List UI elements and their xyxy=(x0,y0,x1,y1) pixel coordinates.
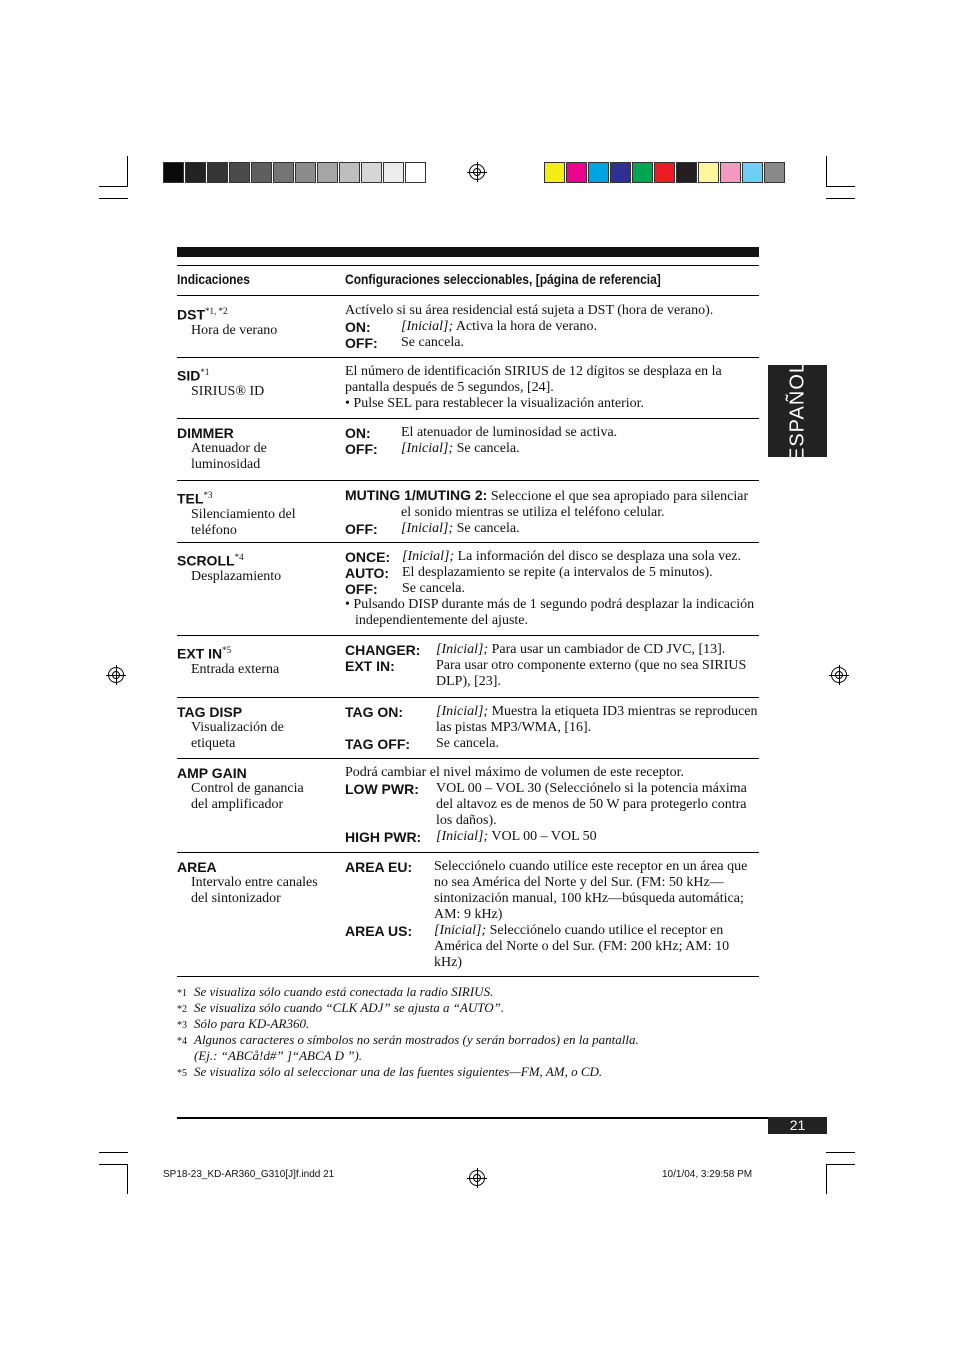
table-row xyxy=(177,852,759,977)
initial-tag: [Inicial]; xyxy=(436,642,489,657)
option-description xyxy=(401,335,759,351)
option-text: La información del disco se desplaza una sola vez. xyxy=(454,549,741,564)
crop-mark xyxy=(826,186,855,187)
indication-key xyxy=(177,364,337,384)
column-header-configuraciones: Configuraciones seleccionables, [página de referencia] xyxy=(345,271,661,287)
indication-description: Intervalo entre canales xyxy=(191,875,318,890)
option-line xyxy=(345,425,759,441)
option-key: OFF: xyxy=(345,521,378,537)
indication-description: etiqueta xyxy=(191,736,236,751)
option-line xyxy=(345,859,759,923)
indication-key xyxy=(177,642,337,662)
registration-mark-icon xyxy=(108,667,124,683)
options-cell xyxy=(345,357,759,412)
indication-cell xyxy=(177,635,337,678)
crop-mark xyxy=(826,1152,855,1153)
option-description xyxy=(436,829,759,845)
option-key: AUTO: xyxy=(345,565,390,581)
footnote-text: Algunos caracteres o símbolos no serán mostrados (y serán borrados) en la pantalla. xyxy=(194,1032,639,1047)
indication-description: Visualización de xyxy=(191,720,284,735)
gray-swatch xyxy=(185,162,206,183)
table-row xyxy=(177,542,759,636)
registration-mark-icon xyxy=(469,1170,485,1186)
indication-description: luminosidad xyxy=(191,457,261,472)
gray-swatch xyxy=(317,162,338,183)
options-cell xyxy=(345,296,759,351)
language-tab xyxy=(768,361,827,461)
option-line xyxy=(345,704,759,736)
footnote-text: Se visualiza sólo cuando “CLK ADJ” se ajusta a “AUTO”. xyxy=(194,1000,505,1015)
table-row xyxy=(177,357,759,419)
option-key: ONCE: xyxy=(345,549,391,565)
color-swatch xyxy=(544,162,565,183)
initial-tag: [Inicial]; xyxy=(401,319,454,334)
option-description xyxy=(436,658,759,690)
option-text: Se cancela. xyxy=(401,335,464,350)
footnote-reference: *1, *2 xyxy=(205,306,228,316)
option-text: Se cancela. xyxy=(453,521,520,536)
footnote-mark: *2 xyxy=(177,1004,187,1015)
option-intro: Podrá cambiar el nivel máximo de volumen de este receptor. xyxy=(345,765,684,780)
color-swatch xyxy=(720,162,741,183)
indication-name: AREA xyxy=(177,859,217,875)
option-key: CHANGER: xyxy=(345,642,421,658)
indication-description: Entrada externa xyxy=(191,661,280,677)
option-line xyxy=(345,441,759,457)
option-text: VOL 00 – VOL 50 xyxy=(488,829,597,844)
column-header-indicaciones: Indicaciones xyxy=(177,271,250,287)
color-swatch xyxy=(654,162,675,183)
options-cell xyxy=(345,852,759,971)
crop-mark xyxy=(826,1164,827,1194)
option-description xyxy=(402,565,759,581)
initial-tag: [Inicial]; xyxy=(402,549,455,564)
color-swatch xyxy=(676,162,697,183)
option-line xyxy=(345,521,759,537)
crop-mark xyxy=(99,198,128,199)
indication-cell xyxy=(177,296,337,339)
table-row xyxy=(177,635,759,698)
option-description xyxy=(436,642,759,658)
footnote-mark: *4 xyxy=(177,1036,187,1047)
option-text: El desplazamiento se repite (a intervalos de 5 minutos). xyxy=(402,565,713,580)
indication-key xyxy=(177,303,337,323)
gray-swatch xyxy=(273,162,294,183)
option-key: OFF: xyxy=(345,441,378,457)
option-description xyxy=(401,521,759,537)
gray-swatch xyxy=(229,162,250,183)
indication-key xyxy=(177,487,337,507)
initial-tag: [Inicial]; xyxy=(436,704,489,719)
options-cell xyxy=(345,697,759,752)
option-line xyxy=(345,829,759,845)
option-key: TAG ON: xyxy=(345,704,404,720)
indication-cell xyxy=(177,357,337,400)
option-text: El atenuador de luminosidad se activa. xyxy=(401,425,618,440)
option-line xyxy=(345,923,759,971)
option-key: OFF: xyxy=(345,335,378,351)
option-description xyxy=(401,319,759,335)
indication-key xyxy=(177,765,337,781)
process-color-bar xyxy=(544,162,786,183)
indication-description: Desplazamiento xyxy=(191,568,282,584)
option-line xyxy=(345,549,759,565)
gray-swatch xyxy=(251,162,272,183)
registration-mark-icon xyxy=(469,164,485,180)
gray-swatch xyxy=(339,162,360,183)
indication-key xyxy=(177,859,337,875)
option-key: LOW PWR: xyxy=(345,781,419,797)
table-row xyxy=(177,418,759,481)
option-line xyxy=(345,642,759,658)
indication-cell xyxy=(177,418,337,473)
language-tab-label: ESPAÑOL xyxy=(786,361,808,461)
slug-timestamp: 10/1/04, 3:29:58 PM xyxy=(662,1169,753,1180)
bottom-rule xyxy=(177,1117,827,1119)
option-text: Muestra la etiqueta ID3 mientras se reproducen las pistas MP3/WMA, [16]. xyxy=(436,704,758,735)
registration-mark-icon xyxy=(831,667,847,683)
indication-name: TAG DISP xyxy=(177,704,243,720)
color-swatch xyxy=(764,162,785,183)
options-cell xyxy=(345,635,759,690)
option-text: Activa la hora de verano. xyxy=(453,319,597,334)
option-note: • Pulsando DISP durante más de 1 segundo podrá desplazar la indicación independientemente del ajuste. xyxy=(345,597,755,628)
indication-description: del amplificador xyxy=(191,797,284,812)
option-key: OFF: xyxy=(345,581,378,597)
option-key: ON: xyxy=(345,425,371,441)
option-description xyxy=(402,581,759,597)
option-line xyxy=(345,736,759,752)
option-text: Selecciónelo cuando utilice este receptor en un área que no sea América del Norte y del Sur. (FM: 50 kHz—sintonización manual, 100 kHz—búsqueda automática; AM: 9 kHz) xyxy=(434,859,748,922)
indication-cell xyxy=(177,697,337,752)
option-description xyxy=(401,425,759,441)
footnote-text: Se visualiza sólo al seleccionar una de las fuentes siguientes—FM, AM, o CD. xyxy=(194,1064,603,1079)
gray-swatch xyxy=(207,162,228,183)
indication-description: del sintonizador xyxy=(191,891,281,906)
indication-name: EXT IN xyxy=(177,645,223,662)
option-text: Para usar otro componente externo (que no sea SIRIUS DLP), [23]. xyxy=(436,658,747,689)
option-key: HIGH PWR: xyxy=(345,829,422,845)
muting-option xyxy=(345,487,759,521)
header-rule xyxy=(177,265,759,266)
gray-swatch xyxy=(361,162,382,183)
indication-description: Atenuador de xyxy=(191,441,267,456)
indication-name: DIMMER xyxy=(177,425,234,441)
crop-mark xyxy=(127,1164,128,1194)
options-cell xyxy=(345,542,759,629)
footnote-text: Sólo para KD-AR360. xyxy=(194,1016,310,1031)
option-description xyxy=(434,923,759,971)
gray-color-bar xyxy=(163,162,427,183)
gray-swatch xyxy=(295,162,316,183)
option-text: Para usar un cambiador de CD JVC, [13]. xyxy=(488,642,726,657)
crop-mark xyxy=(826,156,827,186)
option-key: AREA US: xyxy=(345,923,413,939)
option-line xyxy=(345,319,759,335)
footnote-reference: *5 xyxy=(222,645,232,655)
color-swatch xyxy=(610,162,631,183)
indication-name: AMP GAIN xyxy=(177,765,247,781)
option-key: TAG OFF: xyxy=(345,736,411,752)
indication-description: Hora de verano xyxy=(191,322,278,338)
option-key: AREA EU: xyxy=(345,859,413,875)
crop-mark xyxy=(826,198,855,199)
table-row xyxy=(177,296,759,358)
indication-name: SCROLL xyxy=(177,552,235,569)
option-line xyxy=(345,781,759,829)
footnote-reference: *4 xyxy=(234,552,244,562)
initial-tag: [Inicial]; xyxy=(401,521,454,536)
indication-cell xyxy=(177,480,337,539)
indication-name: DST xyxy=(177,306,205,323)
indication-description: Silenciamiento del xyxy=(191,506,296,522)
option-note: • Pulse SEL para restablecer la visualización anterior. xyxy=(345,396,645,411)
indication-cell xyxy=(177,852,337,907)
color-swatch xyxy=(632,162,653,183)
option-intro: Actívelo si su área residencial está sujeta a DST (hora de verano). xyxy=(345,303,714,318)
color-swatch xyxy=(566,162,587,183)
crop-mark xyxy=(99,1152,128,1153)
footnote-mark: *3 xyxy=(177,1020,187,1031)
indication-description: Control de ganancia xyxy=(191,781,304,796)
option-line xyxy=(345,335,759,351)
footnote-text: Se visualiza sólo cuando está conectada la radio SIRIUS. xyxy=(194,984,494,999)
option-text: VOL 00 – VOL 30 (Selecciónelo si la potencia máxima del altavoz es de menos de 50 W para protegerlo contra los daños). xyxy=(436,781,747,828)
option-text: Selecciónelo cuando utilice el receptor en América del Norte o del Sur. (FM: 200 kHz; AM: 10 kHz) xyxy=(434,923,730,970)
option-line xyxy=(345,565,759,581)
options-cell xyxy=(345,758,759,845)
crop-mark xyxy=(99,1164,128,1165)
options-cell xyxy=(345,418,759,457)
table-top-bar xyxy=(177,247,759,257)
page-number: 21 xyxy=(768,1117,827,1134)
footnote-mark: *5 xyxy=(177,1068,187,1079)
option-line xyxy=(345,658,759,690)
indication-cell xyxy=(177,542,337,585)
options-cell xyxy=(345,480,759,537)
table-row xyxy=(177,697,759,759)
indication-key xyxy=(177,704,337,720)
initial-tag: [Inicial]; xyxy=(436,829,489,844)
footnote-text: (Ej.: “ABCå!d#” ]“ABCA D ”). xyxy=(194,1048,363,1063)
initial-tag: [Inicial]; xyxy=(434,923,487,938)
indication-name: SID xyxy=(177,367,201,384)
option-key: ON: xyxy=(345,319,371,335)
initial-tag: [Inicial]; xyxy=(401,441,454,456)
color-swatch xyxy=(698,162,719,183)
slug-filename: SP18-23_KD-AR360_G310[J]f.indd 21 xyxy=(163,1169,335,1180)
option-description xyxy=(401,441,759,457)
option-description xyxy=(436,736,759,752)
option-intro: El número de identificación SIRIUS de 12 dígitos se desplaza en la pantalla después de 5 segundos, [24]. xyxy=(345,364,722,395)
gray-swatch xyxy=(383,162,404,183)
indication-key xyxy=(177,549,337,569)
footnote-reference: *3 xyxy=(203,490,213,500)
option-text: Seleccione el que sea apropiado para silenciar el sonido mientras se utiliza el teléfono celular. xyxy=(401,489,749,520)
indication-description: teléfono xyxy=(191,522,237,538)
table-row xyxy=(177,758,759,853)
option-text: Se cancela. xyxy=(436,736,499,751)
option-description xyxy=(402,549,759,565)
option-description xyxy=(434,859,759,923)
gray-swatch xyxy=(163,162,184,183)
option-text: Se cancela. xyxy=(453,441,520,456)
indication-description: SIRIUS® ID xyxy=(191,383,265,399)
footnote xyxy=(177,1064,602,1082)
indication-name: TEL xyxy=(177,490,204,507)
indication-cell xyxy=(177,758,337,813)
crop-mark xyxy=(826,1164,855,1165)
table-row xyxy=(177,480,759,543)
footnote-mark: *1 xyxy=(177,988,187,999)
crop-mark xyxy=(99,186,128,187)
option-description xyxy=(436,781,759,829)
color-swatch xyxy=(742,162,763,183)
option-key: EXT IN: xyxy=(345,658,395,674)
crop-mark xyxy=(127,156,128,186)
option-text: Se cancela. xyxy=(402,581,465,596)
option-key: MUTING 1/MUTING 2: xyxy=(345,487,488,503)
footnote xyxy=(177,1048,362,1064)
indication-key xyxy=(177,425,337,441)
footnote-reference: *1 xyxy=(200,367,210,377)
color-swatch xyxy=(588,162,609,183)
option-description xyxy=(436,704,759,736)
option-line xyxy=(345,581,759,597)
gray-swatch xyxy=(405,162,426,183)
